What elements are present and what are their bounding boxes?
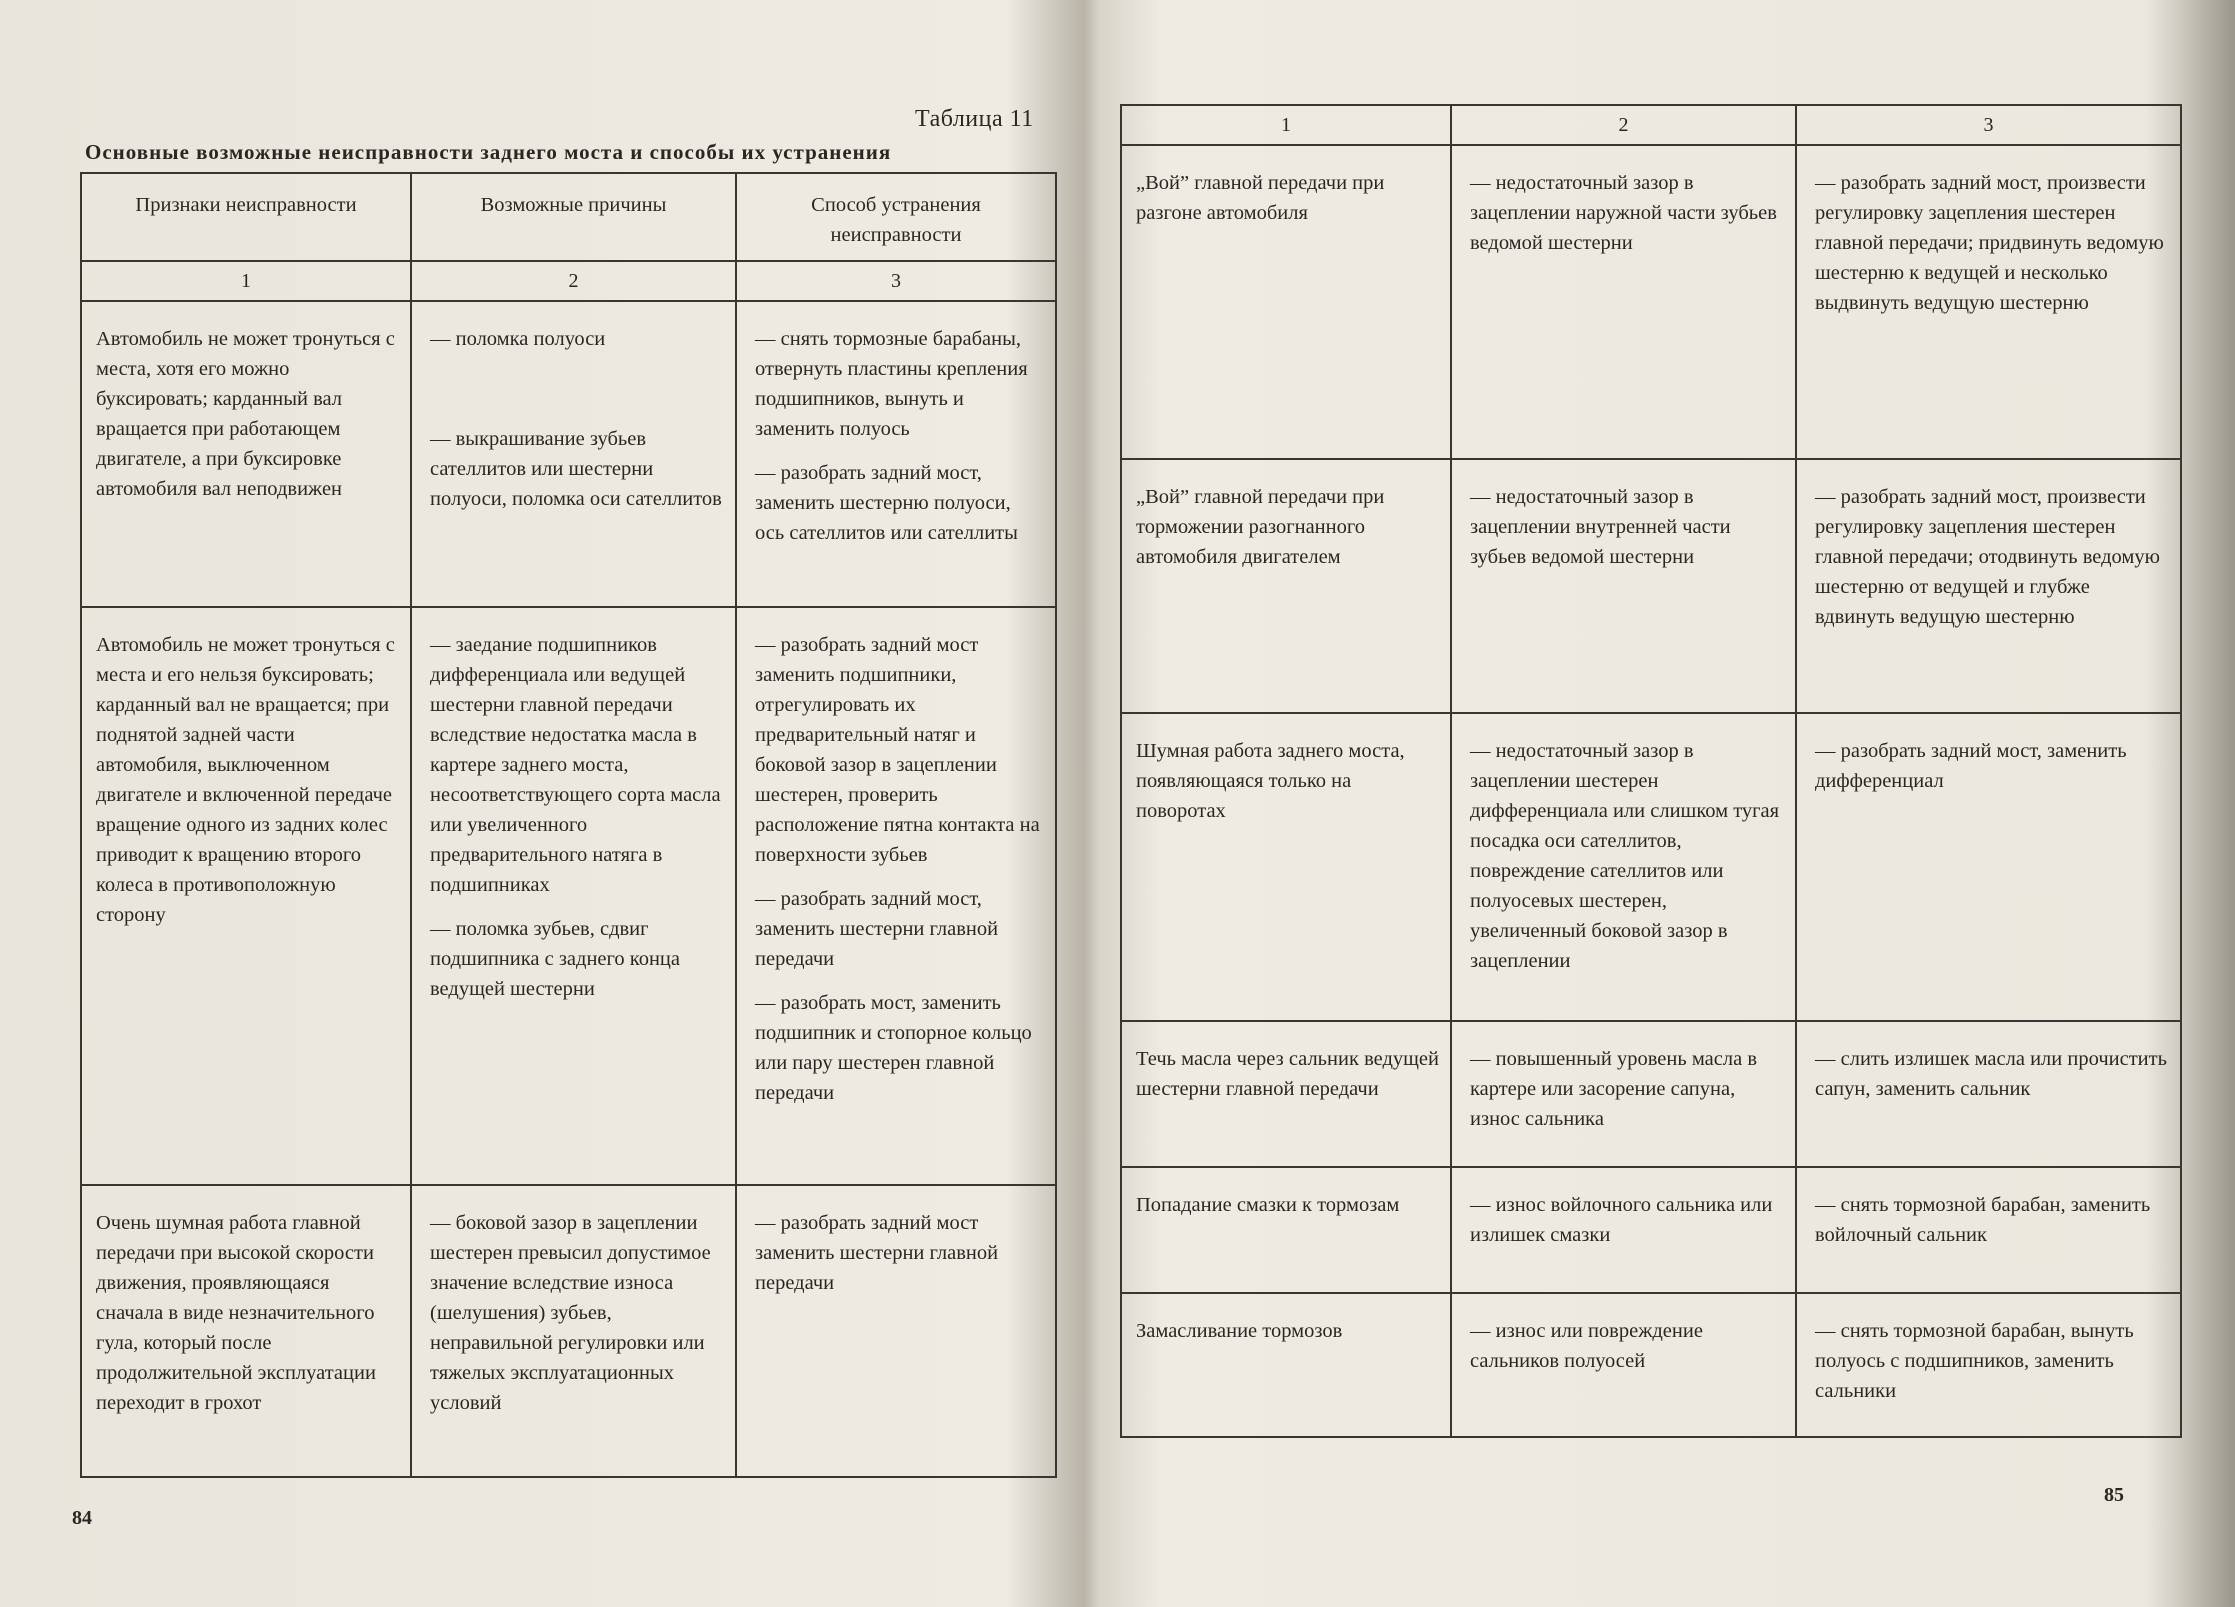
cause-item: — боковой зазор в зацеплении шестерен превысил допустимое значение вследствие износа (шелушения) зубьев, неправильной регулировки или тяжелых эксплуатационных условий (430, 1208, 725, 1418)
table-row (1121, 145, 2181, 459)
remedy-item: — разобрать задний мост, заменить шестерню полуоси, ось сателлитов или сателлиты (755, 458, 1045, 548)
cause-item: — повышенный уровень масла в картере или засорение сапуна, износ сальника (1470, 1044, 1785, 1134)
cause-item: — заедание подшипников дифференциала или ведущей шестерни главной передачи вследствие недостатка масла в картере заднего моста, несоответствующего сорта масла или увеличенного предварительного натяга в подшипниках (430, 630, 725, 900)
cause-item: — недостаточный зазор в зацеплении наружной части зубьев ведомой шестерни (1470, 168, 1785, 258)
sign-cell: Течь масла через сальник ведущей шестерни главной передачи (1121, 1021, 1451, 1167)
remedies-cell (736, 607, 1056, 1185)
sign-cell: Автомобиль не может тронуться с места и его нельзя буксировать; карданный вал не вращается; при поднятой задней части автомобиля, выключенном двигателе и включенной передаче вращение одного из задних колес приводит к вращению второго колеса в противоположную сторону (81, 607, 411, 1185)
table-row (81, 301, 1056, 607)
causes-cell (1451, 1021, 1796, 1167)
cause-item: — недостаточный зазор в зацеплении шестерен дифференциала или слишком тугая посадка оси сателлитов, повреждение сателлитов или полуосевых шестерен, увеличенный боковой зазор в зацеплении (1470, 736, 1785, 976)
header-causes: Возможные причины (411, 173, 736, 261)
causes-cell (1451, 1167, 1796, 1293)
table-row (1121, 1293, 2181, 1437)
fault-table-right (1120, 104, 2182, 1438)
remedy-item: — слить излишек масла или прочистить сапун, заменить сальник (1815, 1044, 2170, 1104)
remedies-cell (1796, 1021, 2181, 1167)
sign-cell: „Вой” главной передачи при разгоне автомобиля (1121, 145, 1451, 459)
table-row (1121, 1021, 2181, 1167)
remedies-cell (1796, 459, 2181, 713)
remedy-item: — снять тормозной барабан, заменить войлочный сальник (1815, 1190, 2170, 1250)
sign-cell: Автомобиль не может тронуться с места, хотя его можно буксировать; карданный вал вращается при работающем двигателе, а при буксировке автомобиля вал неподвижен (81, 301, 411, 607)
column-number: 2 (411, 261, 736, 301)
remedies-cell (736, 301, 1056, 607)
remedy-item: — разобрать задний мост, произвести регулировку зацепления шестерен главной передачи; придвинуть ведомую шестерню к ведущей и несколько выдвинуть ведущую шестерню (1815, 168, 2170, 318)
left-page (0, 0, 1080, 1607)
column-number-row (81, 261, 1056, 301)
sign-cell: „Вой” главной передачи при торможении разогнанного автомобиля двигателем (1121, 459, 1451, 713)
header-row (81, 173, 1056, 261)
remedy-item: — разобрать задний мост, произвести регулировку зацепления шестерен главной передачи; отодвинуть ведомую шестерню от ведущей и глубже вдвинуть ведущую шестерню (1815, 482, 2170, 632)
column-number-row (1121, 105, 2181, 145)
sign-cell: Замасливание тормозов (1121, 1293, 1451, 1437)
cause-item: — износ или повреждение сальников полуосей (1470, 1316, 1785, 1376)
causes-cell (411, 301, 736, 607)
page-number: 84 (72, 1507, 92, 1529)
causes-cell (1451, 713, 1796, 1021)
sign-cell: Попадание смазки к тормозам (1121, 1167, 1451, 1293)
cause-item: — поломка полуоси (430, 324, 725, 354)
remedy-item: — разобрать задний мост, заменить шестерни главной передачи (755, 884, 1045, 974)
causes-cell (411, 1185, 736, 1477)
fault-table-left (80, 172, 1057, 1478)
remedies-cell (1796, 145, 2181, 459)
cause-item: — недостаточный зазор в зацеплении внутренней части зубьев ведомой шестерни (1470, 482, 1785, 572)
remedy-item: — разобрать задний мост, заменить дифференциал (1815, 736, 2170, 796)
remedies-cell (736, 1185, 1056, 1477)
header-remedies: Способ устранения неисправности (736, 173, 1056, 261)
remedy-item: — разобрать мост, заменить подшипник и стопорное кольцо или пару шестерен главной передачи (755, 988, 1045, 1108)
remedy-item: — снять тормозные барабаны, отвернуть пластины крепления подшипников, вынуть и заменить полуось (755, 324, 1045, 444)
column-number: 3 (1796, 105, 2181, 145)
sign-cell: Шумная работа заднего моста, появляющаяся только на поворотах (1121, 713, 1451, 1021)
right-page (1090, 0, 2200, 1607)
cause-item: — поломка зубьев, сдвиг подшипника с заднего конца ведущей шестерни (430, 914, 725, 1004)
column-number: 2 (1451, 105, 1796, 145)
page-number: 85 (2104, 1484, 2124, 1506)
causes-cell (1451, 145, 1796, 459)
column-number: 1 (1121, 105, 1451, 145)
causes-cell (411, 607, 736, 1185)
column-number: 3 (736, 261, 1056, 301)
causes-cell (1451, 1293, 1796, 1437)
sign-cell: Очень шумная работа главной передачи при высокой скорости движения, проявляющаяся сначала в виде незначительного гула, который после продолжительной эксплуатации переходит в грохот (81, 1185, 411, 1477)
remedy-item: — разобрать задний мост заменить шестерни главной передачи (755, 1208, 1045, 1298)
remedies-cell (1796, 1167, 2181, 1293)
remedy-item: — разобрать задний мост заменить подшипники, отрегулировать их предварительный натяг и боковой зазор в зацеплении шестерен, проверить расположение пятна контакта на поверхности зубьев (755, 630, 1045, 870)
table-row (81, 1185, 1056, 1477)
table-row (1121, 459, 2181, 713)
remedy-item: — снять тормозной барабан, вынуть полуось с подшипников, заменить сальники (1815, 1316, 2170, 1406)
cause-item: — износ войлочного сальника или излишек смазки (1470, 1190, 1785, 1250)
table-number: Таблица 11 (915, 106, 1034, 132)
table-row (81, 607, 1056, 1185)
causes-cell (1451, 459, 1796, 713)
header-signs: Признаки неисправности (81, 173, 411, 261)
remedies-cell (1796, 1293, 2181, 1437)
table-row (1121, 1167, 2181, 1293)
table-row (1121, 713, 2181, 1021)
table-title: Основные возможные неисправности заднего моста и способы их устранения (85, 140, 892, 164)
remedies-cell (1796, 713, 2181, 1021)
cause-item: — выкрашивание зубьев сателлитов или шестерни полуоси, поломка оси сателлитов (430, 424, 725, 514)
column-number: 1 (81, 261, 411, 301)
